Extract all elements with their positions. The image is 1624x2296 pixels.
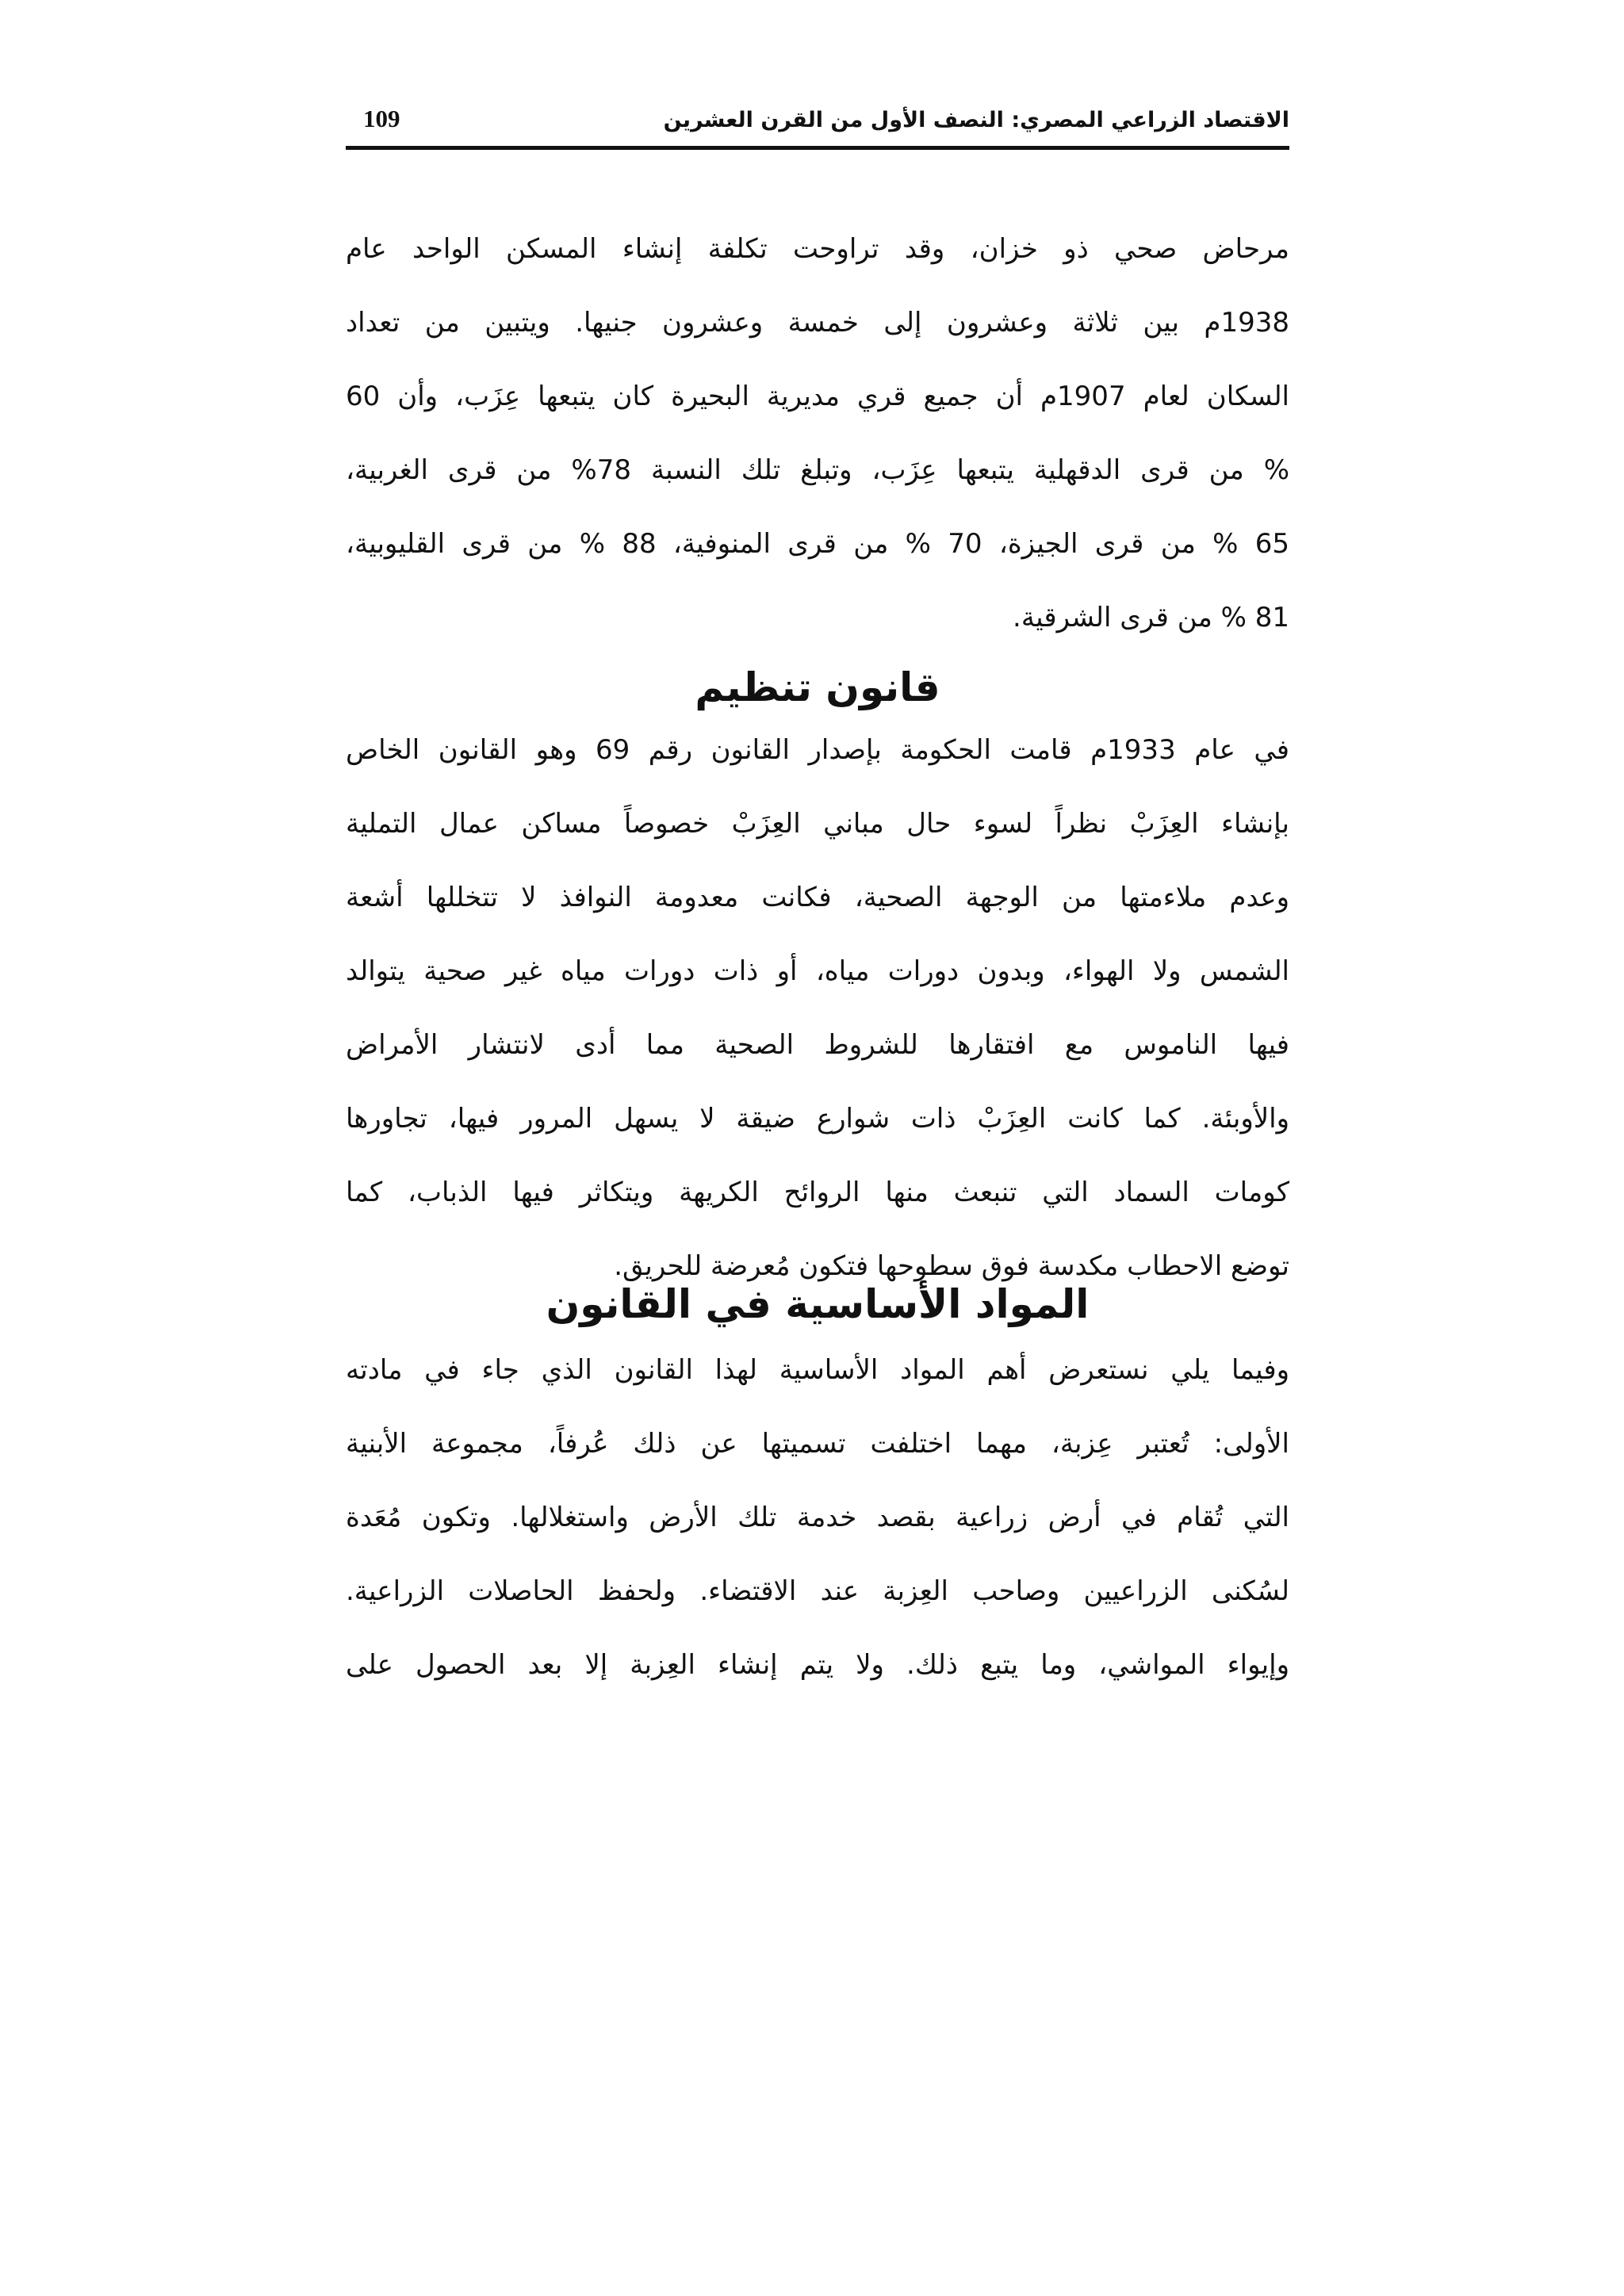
text-line: 1938م بين ثلاثة وعشرون إلى خمسة وعشرون جنيها. ويتبين من تعداد	[346, 307, 1289, 339]
text-line: 65 % من قرى الجيزة، 70 % من قرى المنوفية، 88 % من قرى القليوبية،	[346, 528, 1290, 560]
paragraph-law-1933	[346, 714, 1289, 1303]
text-line: 81 % من قرى الشرقية.	[1013, 602, 1289, 633]
running-header	[346, 101, 1289, 146]
text-line: توضع الاحطاب مكدسة فوق سطوحها فتكون مُعرضة للحريق.	[614, 1250, 1289, 1282]
section-heading-basic-articles: المواد الأساسية في القانون	[546, 1281, 1090, 1327]
text-line: الشمس ولا الهواء، وبدون دورات مياه، أو ذات دورات مياه غير صحية يتوالد	[346, 955, 1289, 987]
running-title: الاقتصاد الزراعي المصري: النصف الأول من القرن العشرين	[663, 108, 1289, 132]
text-line: كومات السماد التي تنبعث منها الروائح الكريهة ويتكاثر فيها الذباب، كما	[346, 1177, 1289, 1208]
paragraph	[346, 212, 1289, 655]
text-line: وفيما يلي نستعرض أهم المواد الأساسية لهذا القانون الذي جاء في مادته	[346, 1354, 1289, 1386]
document-page	[346, 0, 1289, 2296]
text-line: لسُكنى الزراعيين وصاحب العِزبة عند الاقتضاء. ولحفظ الحاصلات الزراعية.	[346, 1575, 1289, 1607]
text-line: وعدم ملاءمتها من الوجهة الصحية، فكانت معدومة النوافذ لا تتخللها أشعة	[346, 882, 1289, 913]
paragraph-housing-costs	[346, 212, 1289, 655]
text-line: % من قرى الدقهلية يتبعها عِزَب، وتبلغ تلك النسبة 78% من قرى الغربية،	[346, 454, 1290, 486]
paragraph	[346, 1334, 1289, 1702]
text-line: والأوبئة. كما كانت العِزَبْ ذات شوارع ضيقة لا يسهل المرور فيها، تجاورها	[346, 1103, 1289, 1135]
page-number: 109	[363, 105, 400, 132]
text-line: وإيواء المواشي، وما يتبع ذلك. ولا يتم إنشاء العِزبة إلا بعد الحصول على	[346, 1649, 1289, 1681]
text-line: السكان لعام 1907م أن جميع قري مديرية البحيرة كان يتبعها عِزَب، وأن 60	[346, 381, 1289, 412]
paragraph	[346, 714, 1289, 1303]
text-line: فيها الناموس مع افتقارها للشروط الصحية مما أدى لانتشار الأمراض	[346, 1029, 1289, 1061]
section-heading-law: قانون تنظيم	[695, 664, 940, 710]
text-line: الأولى: تُعتبر عِزبة، مهما اختلفت تسميتها عن ذلك عُرفاً، مجموعة الأبنية	[346, 1428, 1289, 1460]
header-rule	[346, 146, 1289, 150]
text-line: مرحاض صحي ذو خزان، وقد تراوحت تكلفة إنشاء المسكن الواحد عام	[346, 233, 1289, 265]
text-line: بإنشاء العِزَبْ نظراً لسوء حال مباني العِزَبْ خصوصاً مساكن عمال التملية	[346, 808, 1289, 840]
text-line: في عام 1933م قامت الحكومة بإصدار القانون رقم 69 وهو القانون الخاص	[346, 734, 1289, 766]
paragraph-basic-articles	[346, 1334, 1289, 1702]
text-line: التي تُقام في أرض زراعية بقصد خدمة تلك الأرض واستغلالها. وتكون مُعَدة	[346, 1502, 1289, 1533]
